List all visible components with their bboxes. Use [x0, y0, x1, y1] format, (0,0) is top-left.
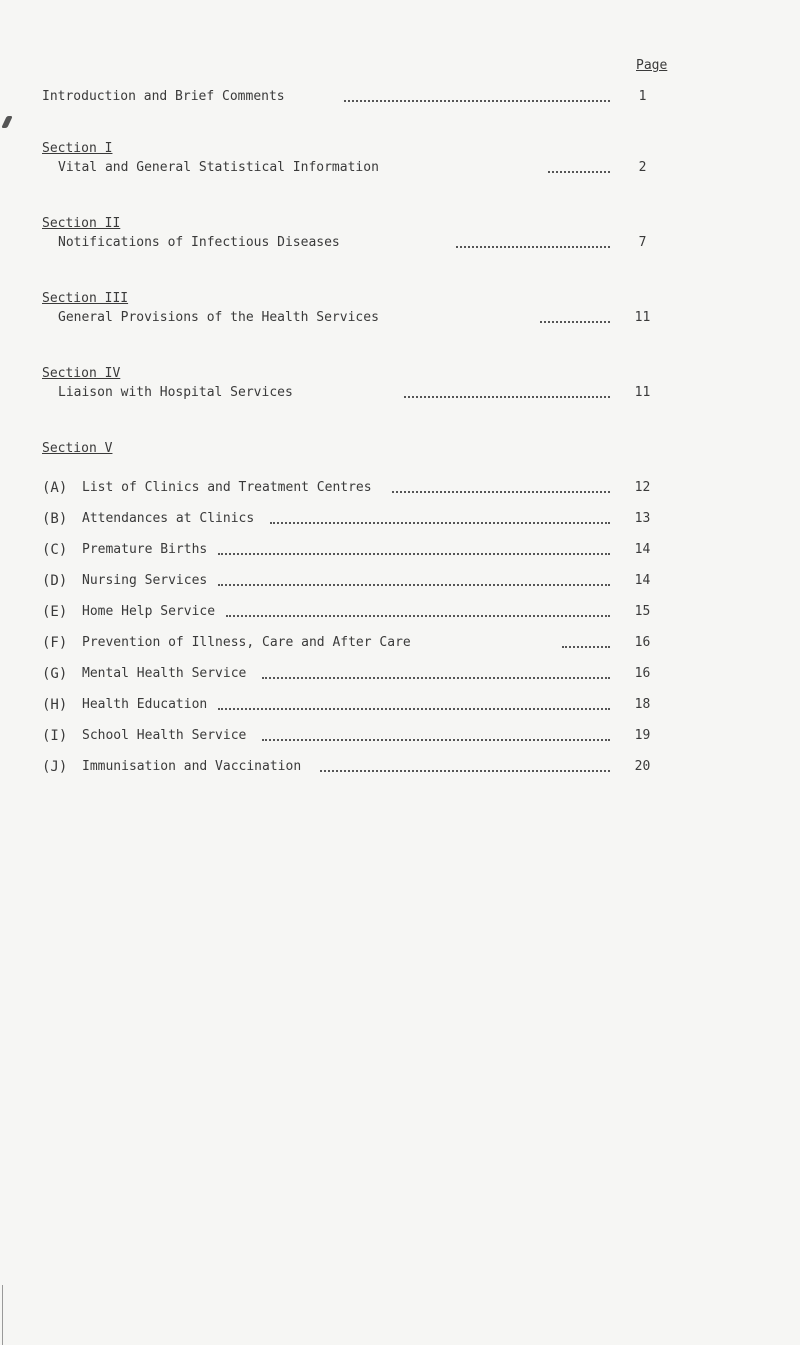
toc-entry-5f[interactable] [0, 634, 800, 652]
item-letter: (F) [42, 635, 68, 651]
toc-page-number: 11 [634, 310, 651, 325]
page-column-heading: Page [636, 58, 668, 73]
toc-entry-title: List of Clinics and Treatment Centres [82, 480, 372, 495]
toc-entry-section-3[interactable] [0, 309, 800, 327]
toc-entry-title: Home Help Service [82, 604, 216, 619]
dot-leader [404, 392, 610, 398]
item-letter: (H) [42, 697, 68, 713]
toc-page-number: 16 [634, 635, 651, 650]
section-heading: Section II [42, 216, 121, 231]
toc-page-number: 14 [634, 573, 651, 588]
toc-entry-title: Mental Health Service [82, 666, 247, 681]
section-heading: Section III [42, 291, 129, 306]
dot-leader [320, 766, 610, 772]
toc-entry-title: General Provisions of the Health Services [58, 310, 379, 325]
toc-entry-section-2[interactable] [0, 234, 800, 252]
section-heading: Section V [42, 441, 113, 456]
toc-entry-title: Liaison with Hospital Services [58, 385, 293, 400]
item-letter: (A) [42, 480, 68, 496]
dot-leader [262, 735, 610, 741]
toc-page-number: 13 [634, 511, 651, 526]
toc-entry-section-4[interactable] [0, 384, 800, 402]
toc-entry-title: Vital and General Statistical Information [58, 160, 379, 175]
toc-entry-title: Premature Births [82, 542, 208, 557]
toc-page-number: 18 [634, 697, 651, 712]
page-edge-line [2, 1285, 3, 1345]
toc-entry-title: Introduction and Brief Comments [42, 89, 285, 104]
toc-entry-title: Prevention of Illness, Care and After Care [82, 635, 411, 650]
toc-page-number: 16 [634, 666, 651, 681]
dot-leader [562, 642, 610, 648]
toc-entry-introduction[interactable] [0, 88, 800, 106]
dot-leader [548, 167, 610, 173]
toc-entry-title: Attendances at Clinics [82, 511, 255, 526]
toc-page-number: 12 [634, 480, 651, 495]
ink-mark [1, 116, 13, 128]
dot-leader [262, 673, 610, 679]
item-letter: (E) [42, 604, 68, 620]
dot-leader [344, 96, 610, 102]
toc-entry-5i[interactable] [0, 727, 800, 745]
dot-leader [540, 317, 610, 323]
dot-leader [218, 704, 610, 710]
toc-entry-5b[interactable] [0, 510, 800, 528]
toc-entry-5a[interactable] [0, 479, 800, 497]
item-letter: (B) [42, 511, 68, 527]
toc-page-number: 1 [638, 89, 647, 104]
toc-page-number: 7 [638, 235, 647, 250]
toc-page-number: 15 [634, 604, 651, 619]
toc-page-number: 14 [634, 542, 651, 557]
dot-leader [218, 549, 610, 555]
item-letter: (I) [42, 728, 68, 744]
toc-entry-5d[interactable] [0, 572, 800, 590]
toc-entry-title: Notifications of Infectious Diseases [58, 235, 340, 250]
section-heading: Section I [42, 141, 113, 156]
toc-page-number: 20 [634, 759, 651, 774]
toc-entry-5e[interactable] [0, 603, 800, 621]
toc-entry-5c[interactable] [0, 541, 800, 559]
dot-leader [218, 580, 610, 586]
toc-entry-title: School Health Service [82, 728, 247, 743]
toc-entry-title: Immunisation and Vaccination [82, 759, 302, 774]
section-heading: Section IV [42, 366, 121, 381]
dot-leader [392, 487, 610, 493]
item-letter: (J) [42, 759, 68, 775]
item-letter: (D) [42, 573, 68, 589]
toc-page-number: 2 [638, 160, 647, 175]
toc-entry-5g[interactable] [0, 665, 800, 683]
item-letter: (G) [42, 666, 68, 682]
dot-leader [226, 611, 610, 617]
toc-entry-5j[interactable] [0, 758, 800, 776]
toc-entry-title: Nursing Services [82, 573, 208, 588]
item-letter: (C) [42, 542, 68, 558]
toc-entry-section-1[interactable] [0, 159, 800, 177]
toc-entry-5h[interactable] [0, 696, 800, 714]
dot-leader [270, 518, 610, 524]
toc-entry-title: Health Education [82, 697, 208, 712]
dot-leader [456, 242, 610, 248]
toc-page-number: 11 [634, 385, 651, 400]
toc-page-number: 19 [634, 728, 651, 743]
